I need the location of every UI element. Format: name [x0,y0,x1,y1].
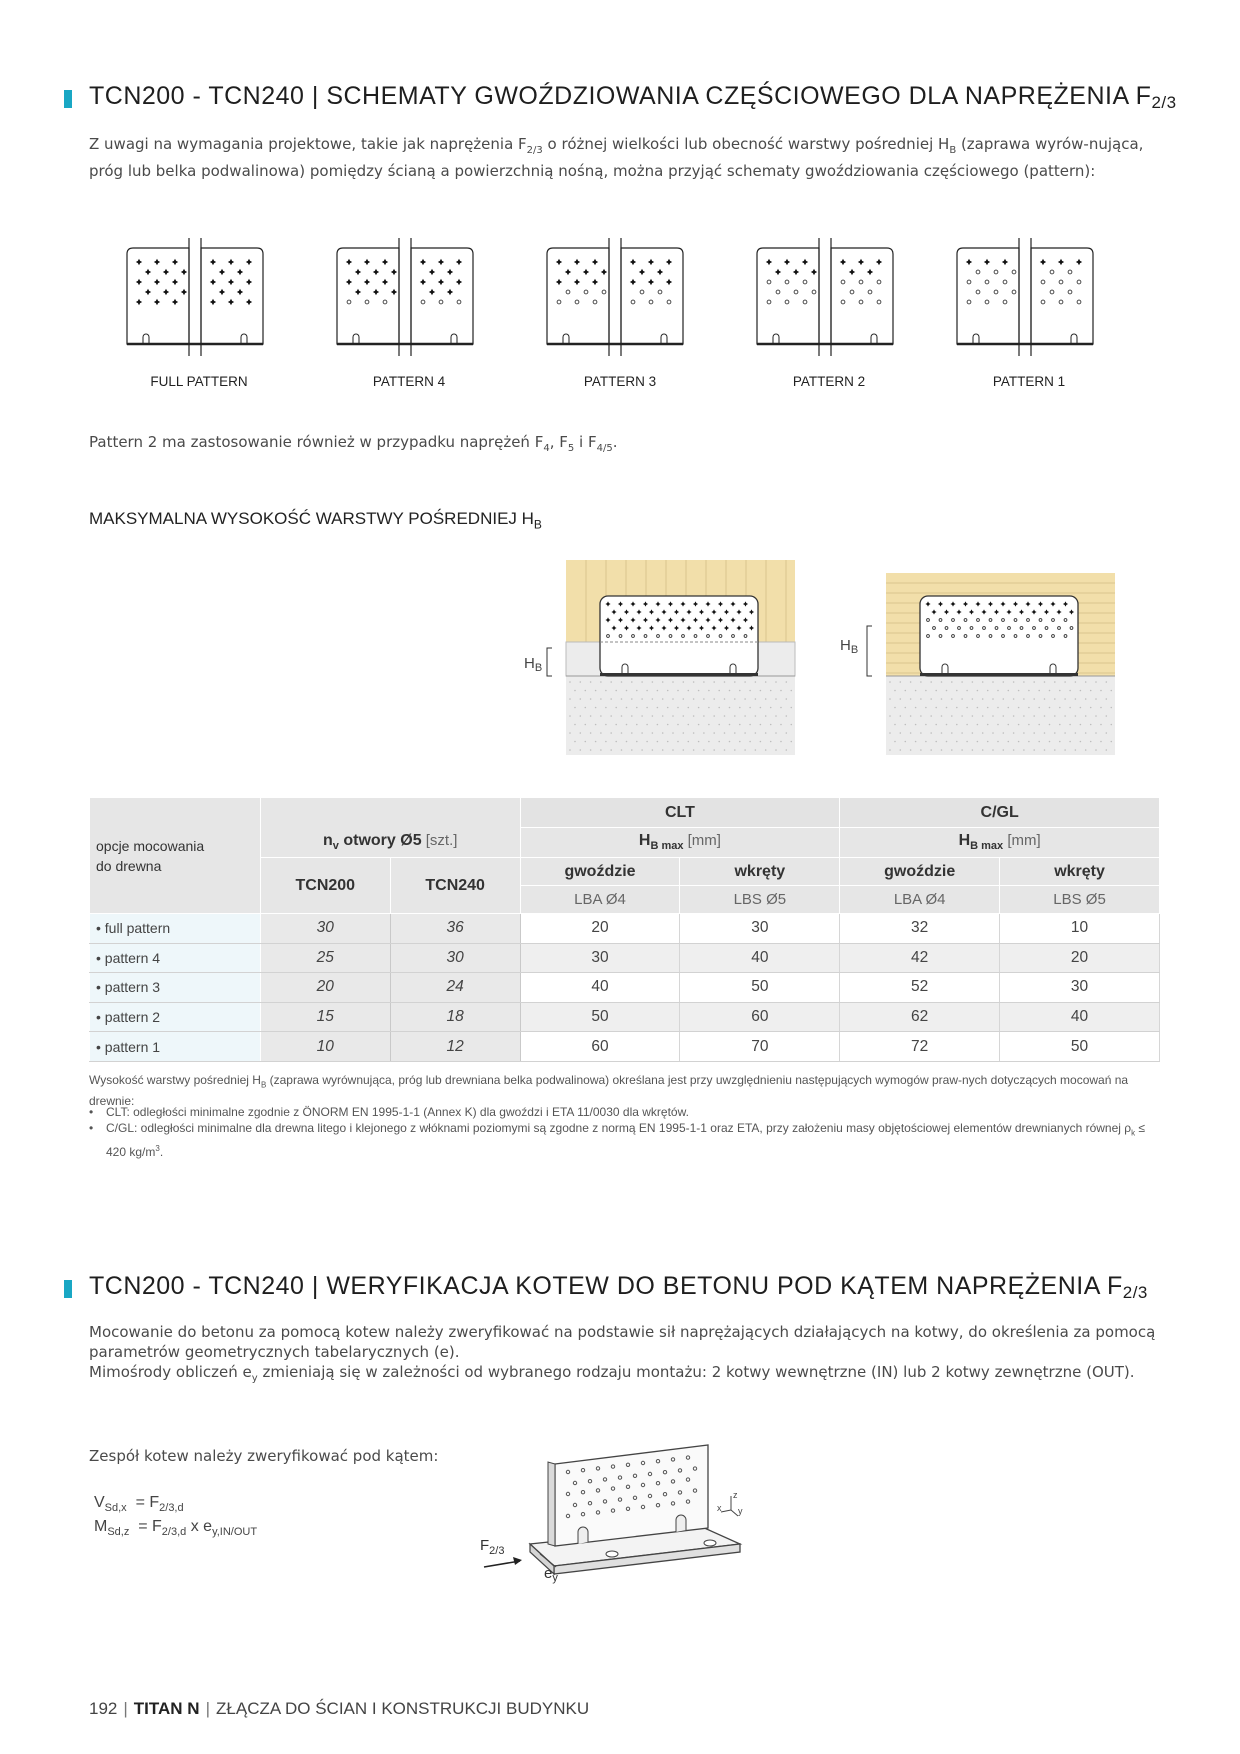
col-header-nails: gwoździe [840,858,1000,886]
cell-clt-screws: 70 [680,1032,840,1062]
cgl-layer-diagram [830,560,1120,760]
table-footnote-cgl: • C/GL: odległości minimalne dla drewna litego i klejonego z włóknami poziomymi są zgodne z normą EN 1995-1-1 oraz ETA, przy założeniu masy objętościowej elementów drewnianych równej $\rho_k \le 420$ $kg/m^3$. [89,1121,1146,1160]
col-header-tcn200: TCN200 [260,858,390,914]
intro-paragraph: Z uwagi na wymagania projektowe, takie jak naprężenia $F_{2/3}$ o różnej wielkości lub obecność warstwy pośredniej $H_B$ (zaprawa wyrów-nująca, próg lub belka podwalinowa) pomiędzy ścianą a powierzchnią nośną, można przyjąć schematy gwoździowania częściowego (pattern): [89,135,1144,180]
col-header-lba: LBA Ø4 [520,886,680,914]
col-header-holes: $n_v$ otwory Ø5 [szt.] [260,798,520,858]
pattern2-note: Pattern 2 ma zastosowanie również w przypadku naprężeń $F_4$, $F_5$ i $F_{4/5}$. [89,433,618,454]
section-title: TCN200 - TCN240 | WERYFIKACJA KOTEW DO BETONU POD KĄTEM NAPRĘŻENIA $F_{2/3}$ [89,1272,1148,1302]
equation-moment: $M_{Sd,z} = F_{2/3,d}$ x $e_{y,IN/OUT}$ [94,1518,258,1539]
cell-tcn240: 30 [390,943,520,973]
layer-heading: MAKSYMALNA WYSOKOŚĆ WARSTWY POŚREDNIEJ $H_B$ [89,509,542,532]
cell-clt-screws: 60 [680,1002,840,1032]
col-header-tcn240: TCN240 [390,858,520,914]
page-footer: 192 | TITAN N | ZŁĄCZA DO ŚCIAN I KONSTRUKCJI BUDYNKU [89,1699,590,1718]
cell-cgl-nails: 52 [840,973,1000,1003]
col-header-screws: wkręty [1000,858,1160,886]
angle-bracket-diagram [470,1440,770,1584]
svg-text:HB: $H_B$ [840,637,859,656]
svg-text:F2/3: $F_{2/3}$ [480,1537,505,1557]
table-row [90,973,1160,1003]
pattern-label: FULL PATTERN [150,374,248,389]
cell-tcn200: 10 [260,1032,390,1062]
cell-cgl-nails: 32 [840,914,1000,944]
section-title: TCN200 - TCN240 | SCHEMATY GWOŹDZIOWANIA CZĘŚCIOWEGO DLA NAPRĘŻENIA $F_{2/3}$ [89,82,1177,112]
cell-clt-screws: 30 [680,914,840,944]
row-label: • pattern 2 [90,1002,261,1032]
pattern-label: PATTERN 3 [583,374,657,389]
svg-text:HB: $H_B$ [524,655,543,674]
cell-tcn200: 20 [260,973,390,1003]
verify-label: Zespół kotew należy zweryfikować pod kątem: [89,1447,439,1465]
footer-section: ZŁĄCZA DO ŚCIAN I KONSTRUKCJI BUDYNKU [216,1699,590,1718]
row-label: • pattern 1 [90,1032,261,1062]
footer-brand: TITAN N [133,1699,200,1718]
svg-text:y: y [738,1506,743,1516]
cell-clt-nails: 60 [520,1032,680,1062]
table-row [90,1032,1160,1062]
equation-shear: $V_{Sd,x} = F_{2/3,d}$ [94,1494,184,1515]
col-header-hb-cgl: $H_{B max}$ [mm] [840,828,1160,858]
table-footnote: Wysokość warstwy pośredniej $H_B$ (zaprawa wyrównująca, próg lub drewniana belka podwalinowa) określana jest przy uwzględnieniu następujących wymogów praw-nych dotyczących mocowań na drewnie: [89,1073,1129,1109]
cell-cgl-screws: 50 [1000,1032,1160,1062]
eccentricity-paragraph: Mimośrody obliczeń $e_y$ zmieniają się w zależności od wybranego rodzaju montażu: 2 kotwy wewnętrzne (IN) lub 2 kotwy zewnętrzne (OUT). [89,1363,1135,1384]
table-row [90,1002,1160,1032]
cell-clt-screws: 40 [680,943,840,973]
cell-tcn200: 15 [260,1002,390,1032]
cell-clt-nails: 50 [520,1002,680,1032]
pattern-label: PATTERN 1 [992,374,1066,389]
table-row [90,943,1160,973]
pattern-plate [957,238,1093,356]
table-row [90,914,1160,944]
section-accent-bar [64,90,72,108]
cell-cgl-nails: 72 [840,1032,1000,1062]
cell-tcn240: 36 [390,914,520,944]
table-footnote-clt: • CLT: odległości minimalne zgodnie z ÖNORM EN 1995-1-1 (Annex K) dla gwoździ i ETA 11/0030 dla wkrętów. [89,1105,689,1119]
col-header-hb-clt: $H_{B max}$ [mm] [520,828,840,858]
pattern-plate [127,238,263,356]
row-label: • full pattern [90,914,261,944]
pattern-plate [757,238,893,356]
nailing-patterns-diagram [0,230,1240,360]
row-label: • pattern 4 [90,943,261,973]
cell-tcn200: 25 [260,943,390,973]
hb-max-table [89,797,1160,1062]
cell-clt-nails: 40 [520,973,680,1003]
anchor-paragraph: Mocowanie do betonu za pomocą kotew należy zweryfikować na podstawie sił naprężających działających na kotwy, do określenia za pomocą parametrów geometrycznych tabelarycznych (e). [89,1323,1156,1361]
cell-tcn240: 18 [390,1002,520,1032]
cell-clt-nails: 20 [520,914,680,944]
col-header-screws: wkręty [680,858,840,886]
cell-cgl-nails: 42 [840,943,1000,973]
cell-cgl-screws: 40 [1000,1002,1160,1032]
cell-cgl-nails: 62 [840,1002,1000,1032]
svg-text:z: z [733,1490,738,1500]
col-header-lbs: LBS Ø5 [1000,886,1160,914]
col-header-options: opcje mocowania do drewna [90,798,261,914]
page-number: 192 [89,1699,118,1718]
pattern-label: PATTERN 2 [792,374,866,389]
cell-tcn240: 24 [390,973,520,1003]
row-label: • pattern 3 [90,973,261,1003]
cell-clt-nails: 30 [520,943,680,973]
svg-text:ey: $e_y$ [544,1565,558,1584]
pattern-label: PATTERN 4 [372,374,446,389]
col-header-nails: gwoździe [520,858,680,886]
pattern-plate [547,238,683,356]
clt-layer-diagram [510,560,800,760]
pattern-plate [337,238,473,356]
section-accent-bar [64,1280,72,1298]
svg-text:x: x [717,1503,722,1513]
cell-clt-screws: 50 [680,973,840,1003]
cell-cgl-screws: 30 [1000,973,1160,1003]
col-header-clt: CLT [520,798,840,828]
col-header-lbs: LBS Ø5 [680,886,840,914]
cell-tcn200: 30 [260,914,390,944]
col-header-cgl: C/GL [840,798,1160,828]
cell-cgl-screws: 10 [1000,914,1160,944]
cell-cgl-screws: 20 [1000,943,1160,973]
cell-tcn240: 12 [390,1032,520,1062]
col-header-lba: LBA Ø4 [840,886,1000,914]
